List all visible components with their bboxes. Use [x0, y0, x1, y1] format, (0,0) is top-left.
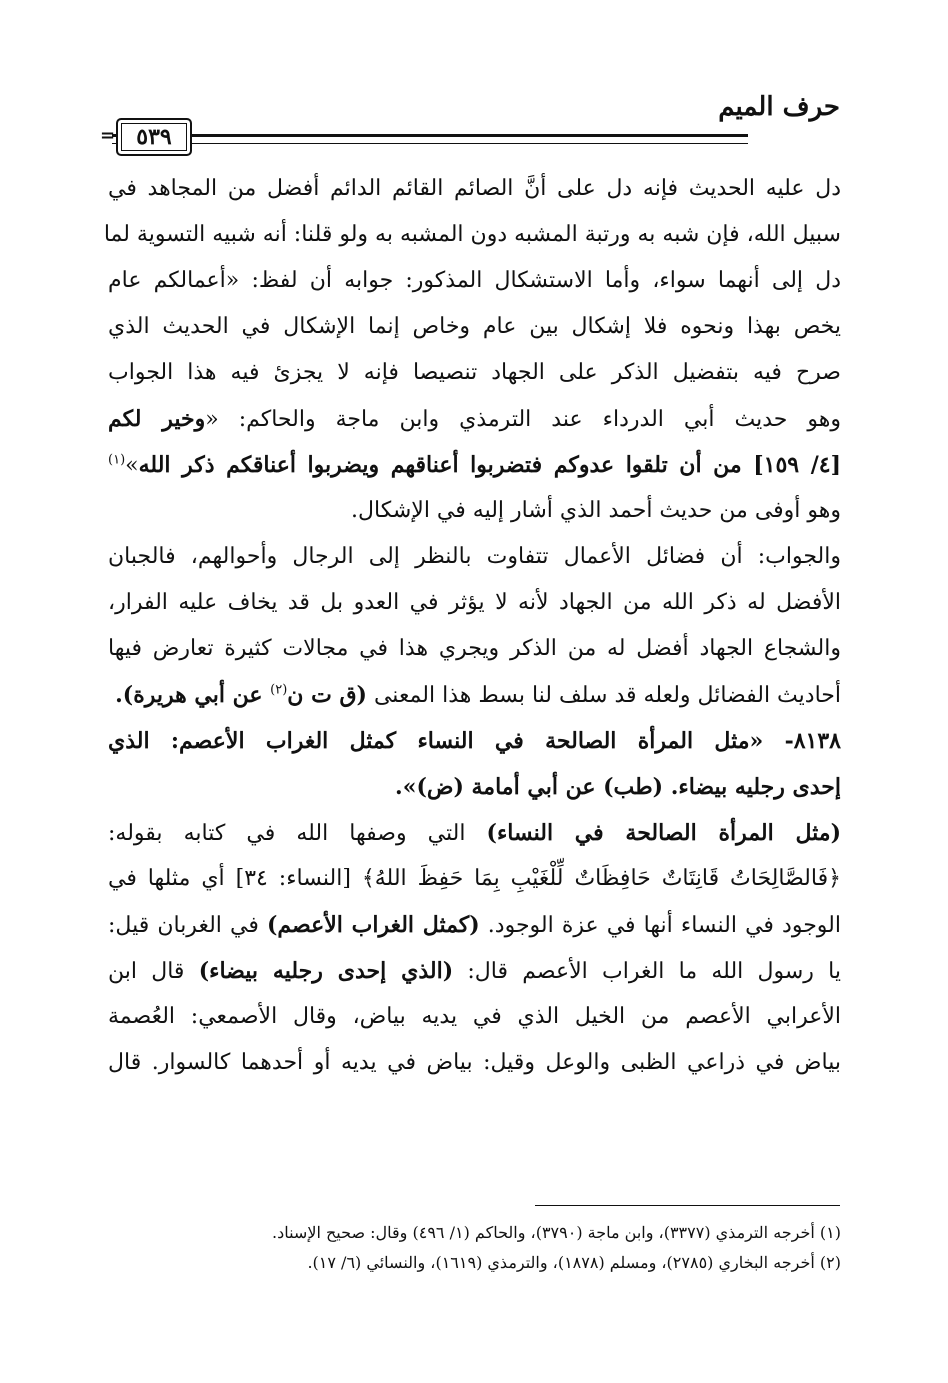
bold-segment: (ق ت ن: [287, 682, 367, 708]
text-line: [108, 672, 841, 718]
text-line: يخص بهذا ونحوه فلا إشكال بين عام وخاص إنما الإشكال في الحديث الذي: [108, 314, 841, 339]
footnote-separator: [535, 1205, 840, 1206]
text-segment: وهو حديث أبي الدرداء عند الترمذي وابن ماجة والحاكم: «: [205, 407, 842, 432]
bold-segment: (الذي إحدى رجليه بيضاء): [198, 958, 454, 984]
footnote: (١) أخرجه الترمذي (٣٣٧٧)، وابن ماجة (٣٧٩٠)، والحاكم (١/ ٤٩٦) وقال: صحيح الإسناد.: [272, 1223, 841, 1242]
text-segment: يا رسول الله ما الغراب الأعصم قال:: [453, 959, 841, 984]
text-line: [108, 442, 841, 488]
text-segment: »: [125, 453, 139, 478]
bold-segment: عن أبي هريرة).: [115, 682, 271, 708]
text-line: [108, 764, 841, 810]
text-segment: في الغربان قيل:: [108, 913, 267, 938]
text-segment: التي وصفها الله في كتابه بقوله:: [108, 821, 487, 846]
bold-segment: (كمثل الغراب الأعصم): [266, 912, 480, 938]
bold-segment: إحدى رجليه بيضاء. (طب) عن أبي أمامة (ض)».: [395, 774, 841, 800]
text-line: سبيل الله، فإن شبه به ورتبة المشبه دون المشبه به ولو قلنا: أنه شبيه التسوية لما: [103, 222, 841, 247]
text-line: صرح فيه بتفضيل الذكر على الجهاد تنصيصا فإنه لا يجزئ فيه هذا الجواب: [108, 360, 841, 385]
chapter-title: حرف الميم: [718, 92, 840, 122]
text-line: والشجاع الجهاد أفضل له من الذكر ويجري هذا في مجالات كثيرة تعارض فيها: [108, 636, 841, 661]
text-line: وهو أوفى من حديث أحمد الذي أشار إليه في الإشكال.: [351, 498, 841, 523]
header-rule: [112, 134, 748, 144]
footnote: (٢) أخرجه البخاري (٢٧٨٥)، ومسلم (١٨٧٨)، والترمذي (١٦١٩)، والنسائي (٦/ ١٧).: [307, 1253, 841, 1272]
text-line: [108, 718, 841, 764]
bold-segment: [٤/ ١٥٩] من أن تلقوا عدوكم فتضربوا أعناقهم ويضربوا أعناقكم ذكر الله: [138, 452, 841, 478]
text-line: [108, 902, 841, 948]
text-line: [108, 948, 841, 994]
text-segment: أحاديث الفضائل ولعله قد سلف لنا بسط هذا المعنى: [366, 683, 841, 708]
main-text: [103, 166, 842, 1086]
bold-segment: ٨١٣٨- «مثل المرأة الصالحة في النساء كمثل الغراب الأعصم: الذي: [108, 728, 841, 754]
page-number-mark: =: [100, 125, 116, 146]
bold-segment: وخير لكم: [108, 406, 206, 432]
text-line: [108, 396, 841, 442]
text-line: [108, 810, 841, 856]
text-line: دل إلى أنهما سواء، وأما الاستشكال المذكور: جوابه أن لفظ: «أعمالكم عام: [108, 268, 841, 293]
text-line: الأعرابي الأعصم من الخيل الذي في يديه بياض، وقال الأصمعي: العُصمة: [108, 1004, 841, 1029]
text-line: الأفضل له ذكر الله من الجهاد لأنه لا يؤثر في العدو بل قد يخاف عليه الفرار،: [108, 590, 841, 615]
text-line: بياض في ذراعي الظبى والوعل وقيل: بياض في يديه أو أحدهما كالسوار. قال: [108, 1050, 841, 1075]
text-line: والجواب: أن فضائل الأعمال تتفاوت بالنظر إلى الرجال وأحوالهم، فالجبان: [108, 544, 841, 569]
footnote-ref[interactable]: (٢): [270, 682, 288, 698]
text-line: دل عليه الحديث فإنه دل على أنَّ الصائم القائم الدائم أفضل من المجاهد في: [108, 176, 841, 201]
text-segment: قال ابن: [108, 959, 199, 984]
page-number: ٥٣٩: [116, 118, 192, 156]
text-line: ﴿فَالصَّالِحَاتُ قَانِتَاتٌ حَافِظَاتٌ لِّلْغَيْبِ بِمَا حَفِظَ اللهُ﴾ [النساء: ٣٤] أي مثلها في: [108, 866, 841, 891]
footnote-ref[interactable]: (١): [108, 452, 126, 468]
bold-segment: (مثل المرأة الصالحة في النساء): [486, 820, 841, 846]
text-segment: الوجود في النساء أنها في عزة الوجود.: [479, 913, 841, 938]
footnotes: [108, 1218, 841, 1278]
